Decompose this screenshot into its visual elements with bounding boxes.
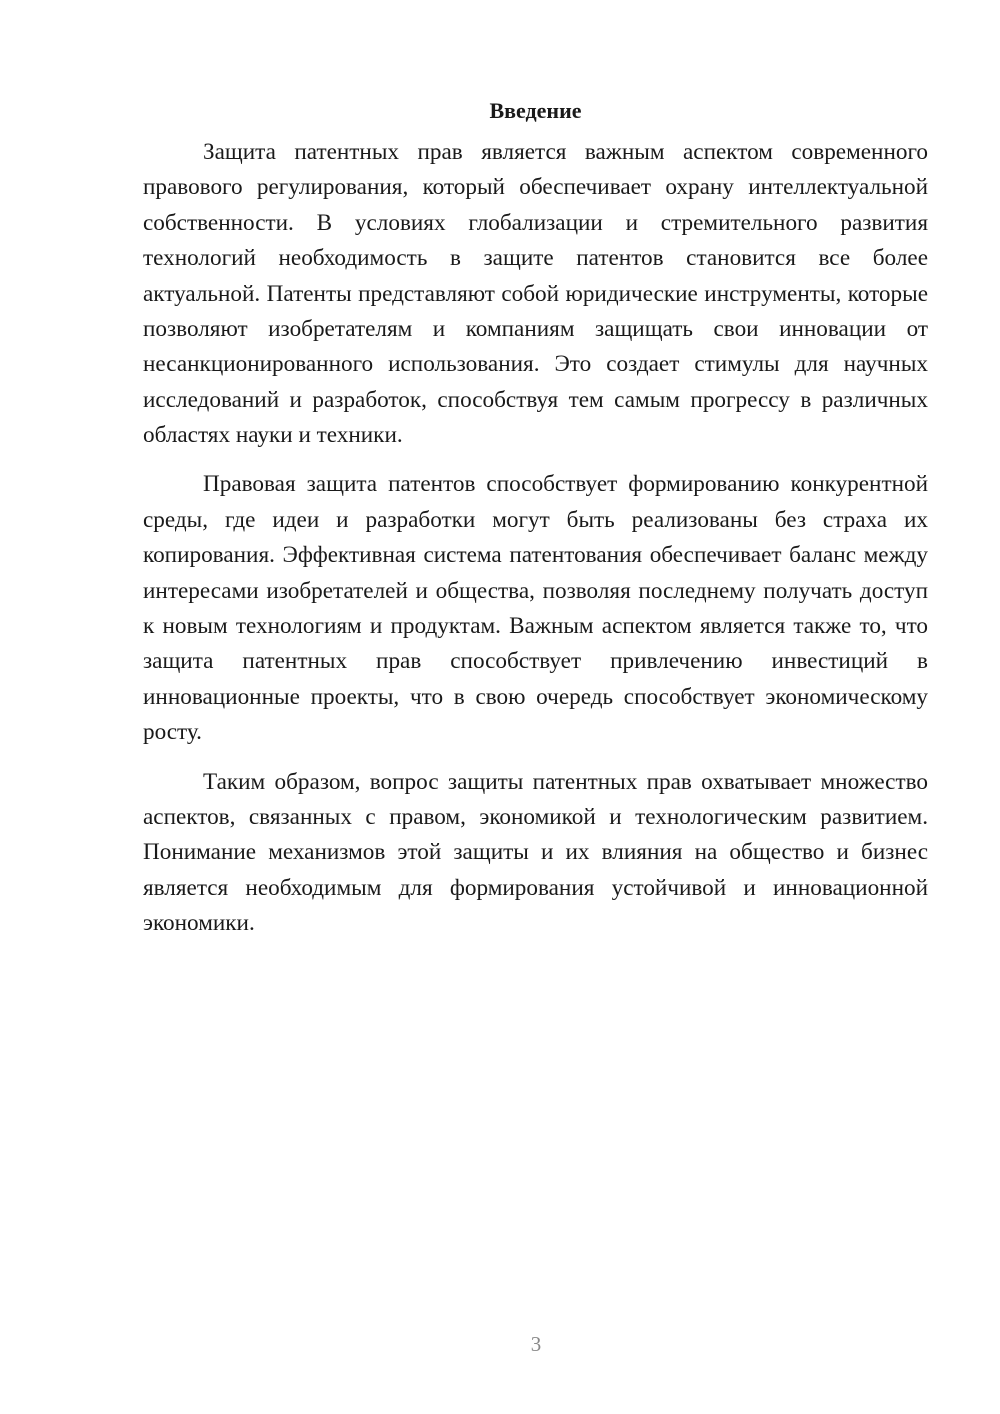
page-number: 3 bbox=[530, 1332, 542, 1356]
page-title: Введение bbox=[489, 98, 582, 123]
paragraph-1: Защита патентных прав является важным аспектом современного правового регулирования, который обеспечивает охрану интеллектуальной собственности. В условиях глобализации и стремительного развития технологий необходимость в защите патентов становится все более актуальной. Патенты представляют собой юридические инструменты, которые позволяют изобретателям и компаниям защищать свои инновации от несанкционированного использования. Это создает стимулы для научных исследований и разработок, способствуя тем самым прогрессу в различных областях науки и техники. bbox=[143, 139, 928, 449]
page-body bbox=[143, 96, 928, 942]
paragraph-2: Правовая защита патентов способствует формированию конкурентной среды, где идеи и разработки могут быть реализованы без страха их копирования. Эффективная система патентования обеспечивает баланс между интересами изобретателей и общества, позволяя последнему получать доступ к новым технологиям и продуктам. Важным аспектом является также то, что защита патентных прав способствует привлечению инвестиций в инновационные проекты, что в свою очередь способствует экономическому росту. bbox=[143, 471, 928, 746]
paragraph-3: Таким образом, вопрос защиты патентных прав охватывает множество аспектов, связанных с правом, экономикой и технологическим развитием. Понимание механизмов этой защиты и их влияния на общество и бизнес является необходимым для формирования устойчивой и инновационной экономики. bbox=[143, 768, 928, 937]
